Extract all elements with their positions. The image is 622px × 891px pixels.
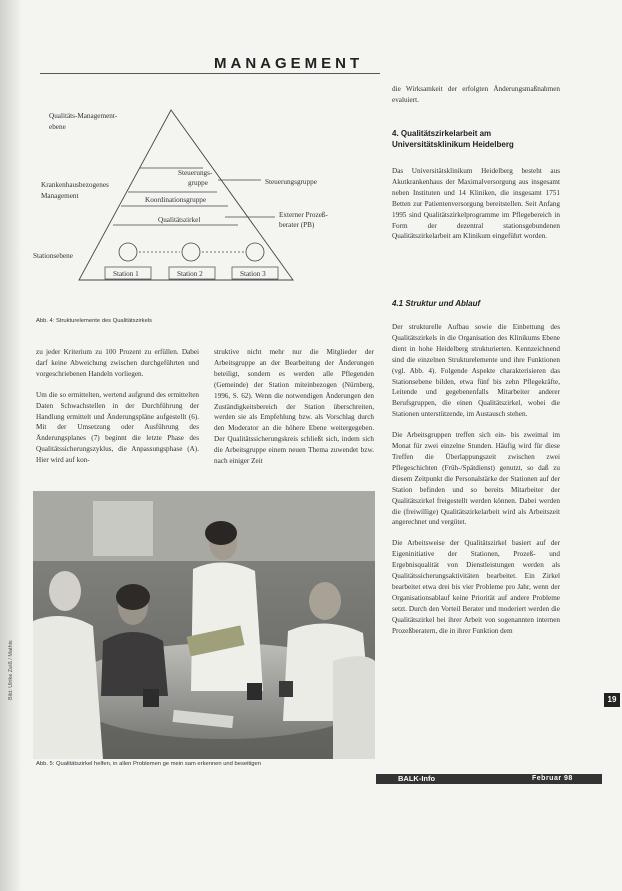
subsection-heading-4-1: 4.1 Struktur und Ablauf xyxy=(392,299,481,308)
station-circle-3 xyxy=(246,243,264,261)
station-circle-1 xyxy=(119,243,137,261)
right-paragraph-3: Die Arbeitsgruppen treffen sich ein- bis zweimal im Monat für zwei einzelne Stunden. Häufig wird für diese Treffen die Überlappungszeit zwischen zwei Pflegeschichten (Früh-/Spätdienst) genutzt, so daß zu diesem Zeitpunkt die Personalstärke der Stationen auf der Station befinden und so bereits Mitarbeiter der Qualitätszirkel freigestellt werden können. Dabei werden die (freiwillige) Qualitätszirkelarbeit wird als Arbeitszeit angerechnet und vergütet. xyxy=(392,431,560,527)
label-qm-ebene-2: ebene xyxy=(49,123,66,131)
label-steuerungsgruppe-right: Steuerungsgruppe xyxy=(265,178,317,186)
label-station-2: Station 2 xyxy=(177,270,203,278)
label-management-2: Management xyxy=(41,192,79,200)
right-column-part1 xyxy=(392,166,560,242)
footer-issue: Februar 98 xyxy=(532,775,573,782)
station-circle-2 xyxy=(182,243,200,261)
header-rule xyxy=(40,73,380,74)
label-qm-ebene-1: Qualitäts-Management- xyxy=(49,112,118,120)
section-heading-4: 4. Qualitätszirkelarbeit am Universitätsklinikum Heidelberg xyxy=(392,129,514,149)
label-consultant-1: Externer Prozeß- xyxy=(279,211,328,219)
right-paragraph-4: Die Arbeitsweise der Qualitätszirkel basiert auf der Eigeninitiative der Stationen, Prozeß- und Ergebnisqualität von Dienstleistungen werden als Qualitätssicherungsaktivitäten bearbeitet. Ein Zirkel bearbeitet etwa drei bis vier Probleme pro Jahr, wenn der Organisationsablauf keine Priorität auf andere Probleme setzt. Durch den Vorteil Berater und moderiert werden die Qualitätszirkel bei ihrer Arbeit von sogenannten internen Prozeßberatern, die in ihrer Funktion dem xyxy=(392,539,560,635)
structure-pyramid-diagram xyxy=(33,80,375,320)
label-koordinationsgruppe: Koordinationsgruppe xyxy=(145,196,207,204)
footer-brand: BALK-Info xyxy=(398,774,436,783)
right-paragraph-2: Der strukturelle Aufbau sowie die Einbettung des Qualitätszirkels in die Organisation des Klinikums Ebene dient in hohe Heidelberg strukturierten. Kennzeichnend sind die einzelnen Strukturelemente und ihre Funktionen (vgl. Abb. 4). Folgende Aspekte charakterisieren das Stationsebene bilden, etwa fünf bis zehn Pflegekräfte, Leitende und gegebenenfalls Mitarbeiter anderer Berufsgruppen, die einen Qualitätszirkel, wobei die Stationen unterstützende, im Austausch stehen. xyxy=(392,323,560,419)
label-station-3: Station 3 xyxy=(240,270,266,278)
label-steuerungs-1: Steuerungs- xyxy=(178,169,213,177)
label-station-1: Station 1 xyxy=(113,270,139,278)
page-binding-shadow xyxy=(0,0,22,891)
photo-credit: Bild: Ulrike Zeiß / Mathis xyxy=(8,640,14,700)
label-steuerungs-2: gruppe xyxy=(188,179,208,187)
label-qualitaetszirkel: Qualitätszirkel xyxy=(158,216,201,224)
label-management-1: Krankenhausbezogenes xyxy=(41,181,109,189)
right-column-part2 xyxy=(392,322,560,636)
diagram-caption: Abb. 4: Strukturelemente des Qualitätszirkels xyxy=(36,318,152,324)
right-paragraph-0: die Wirksamkeit der erfolgten Änderungsmaßnahmen evaluiert. xyxy=(392,85,560,104)
right-paragraph-1: Das Universitätsklinikum Heidelberg besteht aus Akutkrankenhaus der Maximalversorgung aus insgesamt neben Instituten und 14 Kliniken, die insgesamt 1751 Betten zur Patientenversorgung bereitstellen. Seit Anfang 1995 sind Qualitätszirkelprogramme im Pflegebereich in Form der dezentral stationsgebundenen Qualitätszirkelarbeit am Klinikum eingeführt worden. xyxy=(392,167,560,241)
photo-caption: Abb. 5: Qualitätszirkel helfen, in allen Problemen ge mein sam erkennen und beseitigen xyxy=(36,761,261,767)
section-header-title: MANAGEMENT xyxy=(214,55,364,72)
left-column xyxy=(36,347,199,476)
middle-paragraph-1: struktive nicht mehr nur die Mitglieder der Arbeitsgruppe an der Bearbeitung der Änderungen beteiligt, sondern es werden alle Pflegenden (Gemeinde) der Station miteinbezogen (Nürnberg, 1996, S. 62). Wenn die notwendigen Änderungen den Zuständigkeitsbereich der Station überschreiten, werden sie als Empfehlung bzw. als Vorschlag durch den Moderator an die höhere Ebene weitergegeben. Der Qualitätssicherungskreis schließt sich, indem sich die Arbeitsgruppe einem neuen Thema zuwendet bzw. nach einiger Zeit xyxy=(214,348,374,466)
middle-column xyxy=(214,347,374,467)
team-meeting-photo xyxy=(33,491,375,759)
left-paragraph-1: zu jeder Kriterium zu 100 Prozent zu erfüllen. Dabei darf keine Abweichung zwischen durchgeführten und vorgeschriebenen Handeln vorliegen. xyxy=(36,348,199,378)
label-consultant-2: berater (PB) xyxy=(279,221,315,229)
pyramid-outline xyxy=(79,110,293,280)
label-stationsebene: Stationsebene xyxy=(33,252,73,260)
page-number: 19 xyxy=(604,693,620,707)
left-paragraph-2: Um die so ermittelten, wertend aufgrund des ermittelten Daten Schwachstellen in der Durchführung der Handlung ermittelt und Änderungspläne aufgestellt (6). Mit der Umsetzung oder Ausführung des Änderungsplanes (7) beginnt die letzte Phase des Qualitätssicherungszyklus, die Anpassungsphase (A). Hier wird auf kon- xyxy=(36,390,199,465)
right-column-intro xyxy=(392,84,560,106)
